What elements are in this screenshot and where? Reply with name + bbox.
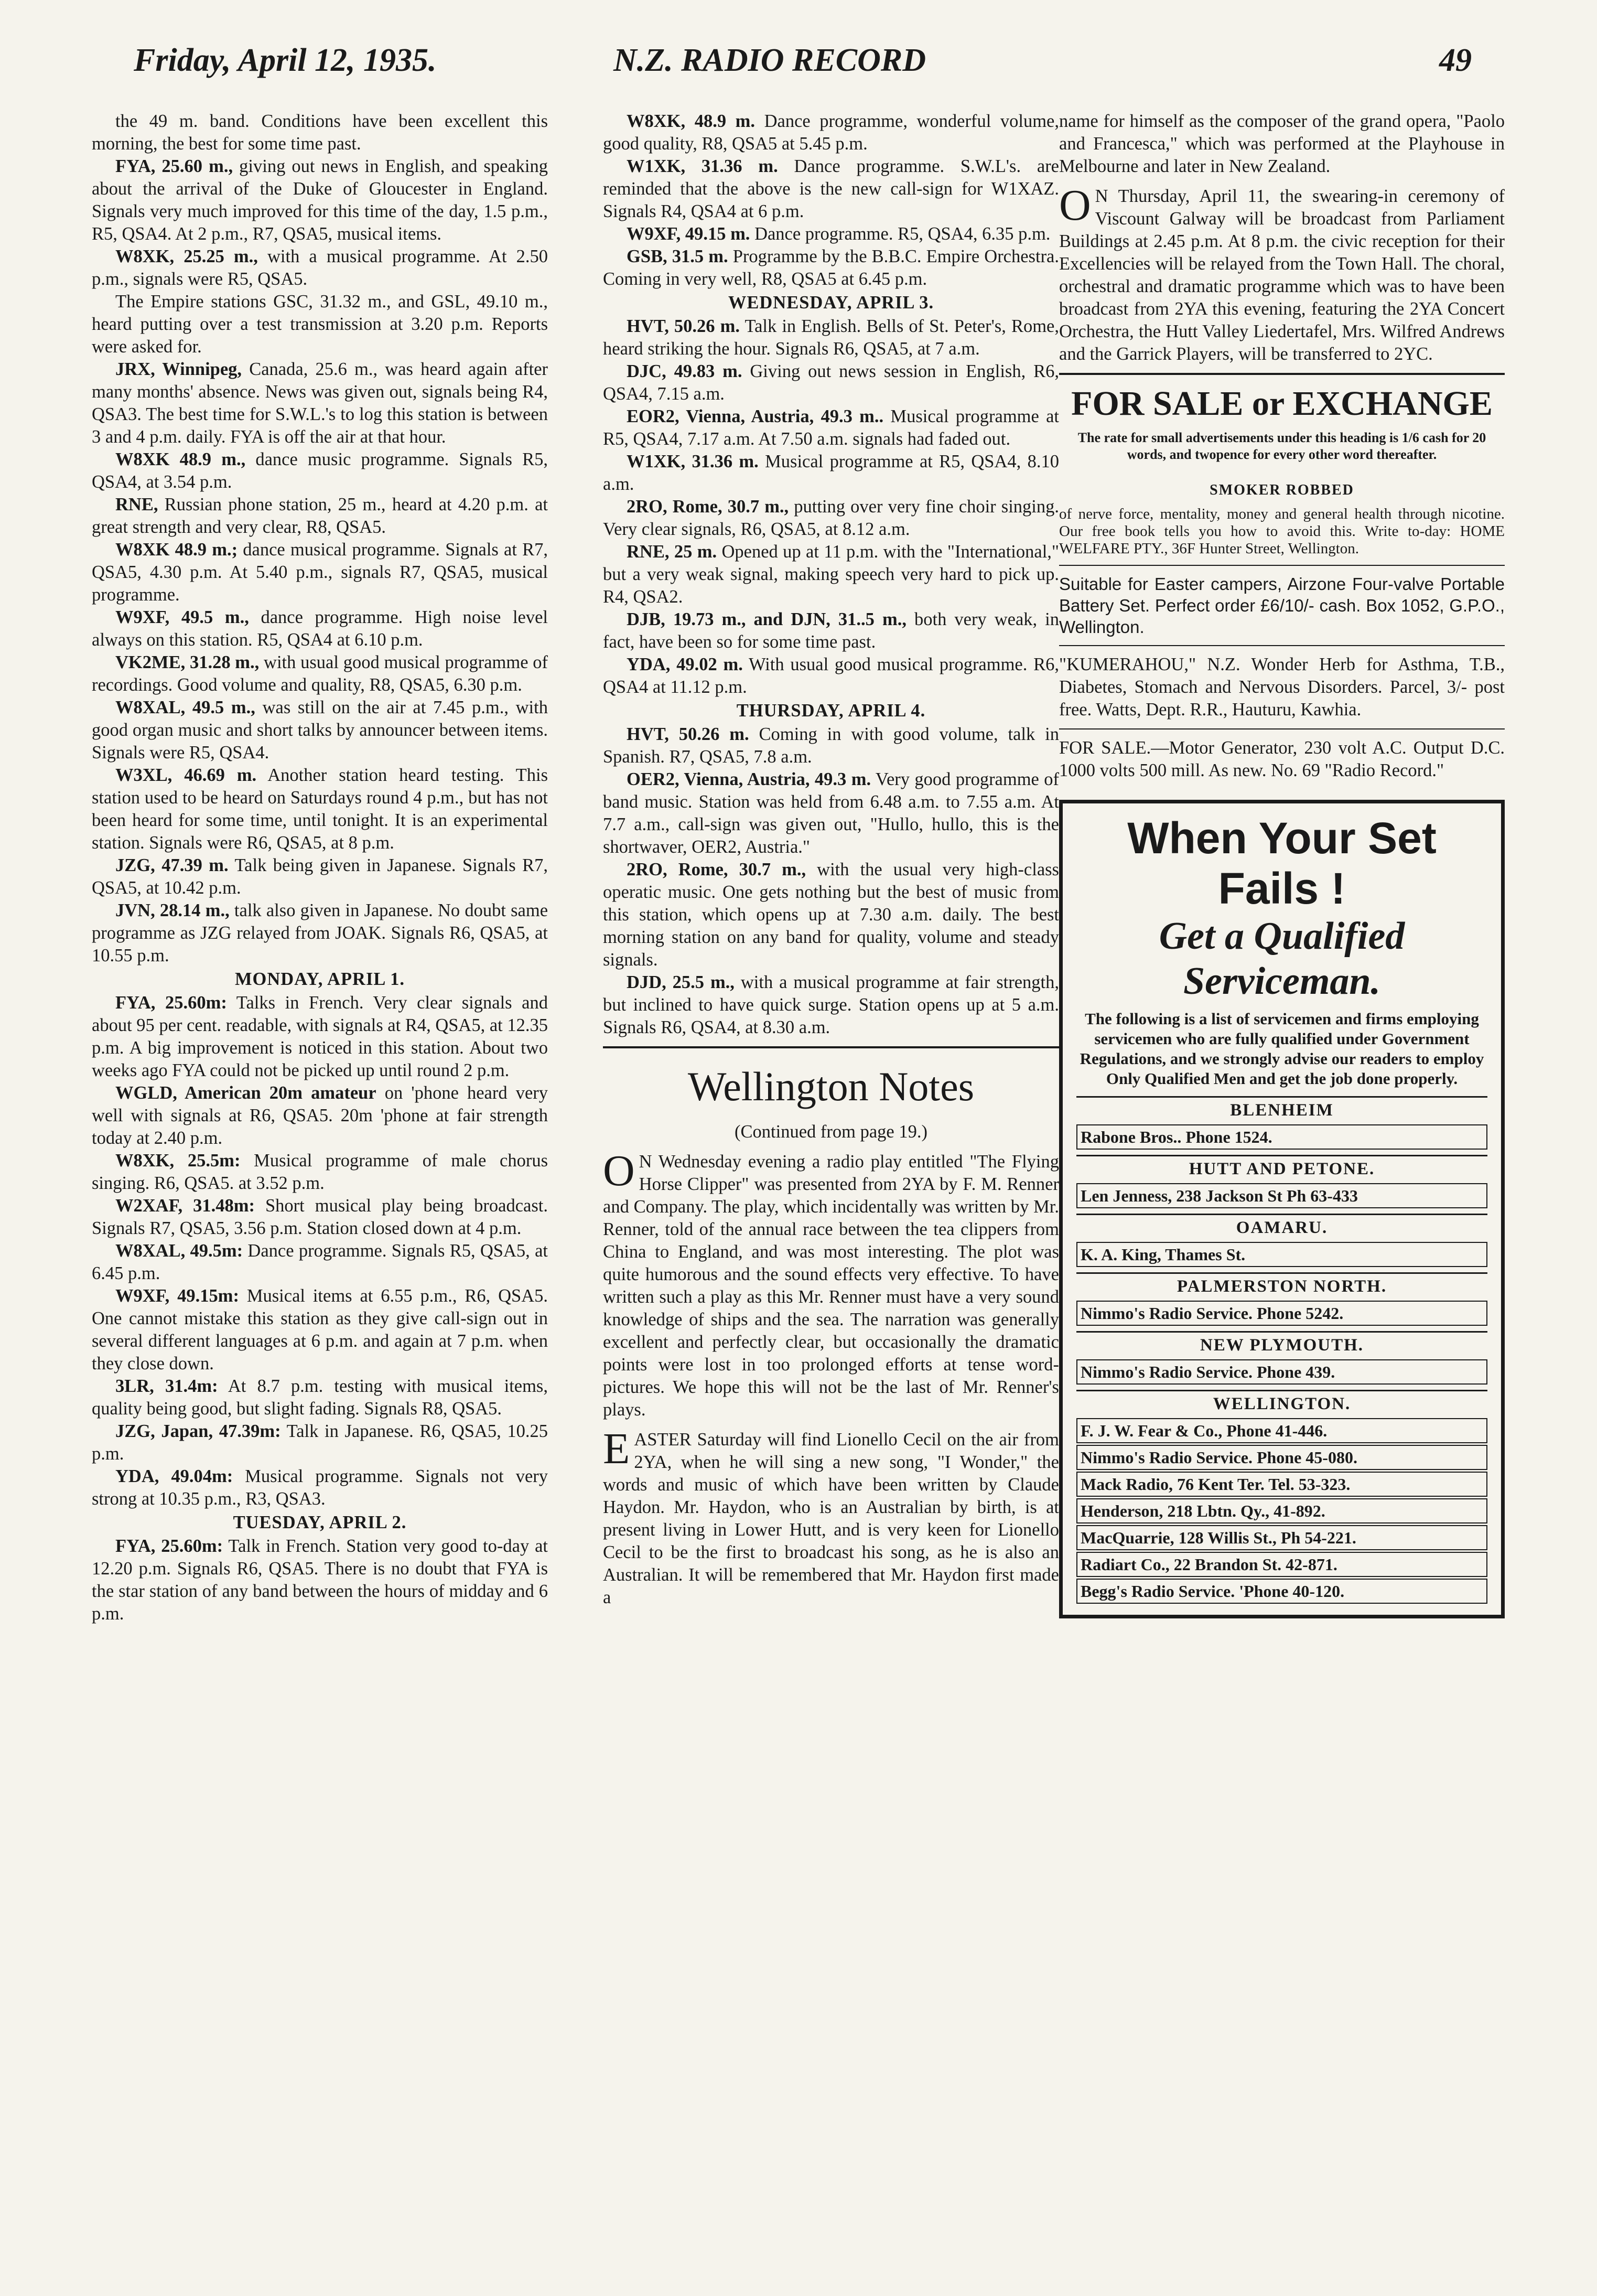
log-entry-text: The Empire stations GSC, 31.32 m., and GSL, 49.10 m., heard putting over a test transmission at 3.20 p.m. Reports were asked for. bbox=[92, 292, 548, 357]
log-entry-text: was still on the air at 7.45 p.m., with good organ music and short talks by announcer between items. Signals were R5, QSA4. bbox=[92, 698, 548, 763]
station-callsign: W8XAL, 49.5 m., bbox=[115, 698, 255, 717]
serviceman-entry: Nimmo's Radio Service. Phone 439. bbox=[1076, 1359, 1487, 1385]
log-entry bbox=[92, 1082, 548, 1150]
station-callsign: HVT, 50.26 m. bbox=[627, 316, 740, 336]
station-callsign: WGLD, American 20m amateur bbox=[115, 1083, 376, 1103]
log-entry bbox=[92, 1195, 548, 1240]
log-entry-text: Short musical play being broadcast. Signals R7, QSA5, 3.56 p.m. Station closed down at 4 p.m. bbox=[92, 1196, 548, 1238]
log-entry bbox=[603, 608, 1059, 653]
region-name: OAMARU. bbox=[1236, 1218, 1328, 1237]
log-entry-text: with usual good musical programme of recordings. Good volume and quality, R8, QSA5, 6.30 p.m. bbox=[92, 652, 548, 695]
log-entry-text: Dance programme. Signals R5, QSA5, at 6.45 p.m. bbox=[92, 1241, 548, 1283]
day-subheading: THURSDAY, APRIL 4. bbox=[736, 701, 926, 721]
station-callsign: JVN, 28.14 m., bbox=[115, 900, 230, 920]
smoker-ad-heading: SMOKER ROBBED bbox=[1210, 482, 1354, 498]
log-entry bbox=[92, 764, 548, 854]
station-callsign: W9XF, 49.15 m. bbox=[627, 224, 750, 244]
log-entry bbox=[92, 696, 548, 764]
log-entry-text: Musical programme of male chorus singing. R6, QSA5. at 3.52 p.m. bbox=[92, 1151, 548, 1193]
classified-ad-kumerahou: "KUMERAHOU," N.Z. Wonder Herb for Asthma, T.B., Diabetes, Stomach and Nervous Disorders. Parcel, 3/- post free. Watts, Dept. R.R., Hauturu, Kawhia. bbox=[1059, 655, 1505, 720]
log-entry-text: Another station heard testing. This station used to be heard on Saturdays round 4 p.m., but has not been heard for some time, until tonight. It is an experimental station. Signals were R6, QSA5, at 8 p.m. bbox=[92, 765, 548, 853]
serviceman-entry: K. A. King, Thames St. bbox=[1076, 1242, 1487, 1267]
log-entry-text: dance music programme. Signals R5, QSA4, at 3.54 p.m. bbox=[92, 449, 548, 492]
region-block bbox=[1076, 1331, 1487, 1385]
log-entry-text: both very weak, in fact, have been so for some time past. bbox=[603, 609, 1060, 652]
log-entry-text: Coming in with good volume, talk in Spanish. R7, QSA5, 7.8 a.m. bbox=[603, 724, 1059, 767]
log-entry bbox=[603, 653, 1059, 699]
divider bbox=[603, 1046, 1059, 1048]
log-entry-text: Very good programme of band music. Station was held from 6.48 a.m. to 7.55 a.m. At 7.7 a.m., call-sign was given out, "Hullo, hullo, this is the shortwaver, OER2, Austria." bbox=[603, 769, 1060, 857]
log-entry-text: the 49 m. band. Conditions have been excellent this morning, the best for some time past. bbox=[92, 111, 548, 154]
station-callsign: W3XL, 46.69 m. bbox=[115, 765, 257, 785]
log-entry bbox=[92, 992, 548, 1082]
serviceman-directory bbox=[1076, 1096, 1487, 1604]
log-entry bbox=[92, 539, 548, 606]
continued-note: (Continued from page 19.) bbox=[735, 1122, 927, 1142]
station-callsign: W8XAL, 49.5m: bbox=[115, 1241, 243, 1261]
station-callsign: JZG, Japan, 47.39m: bbox=[115, 1421, 281, 1441]
log-entry-text: Programme by the B.B.C. Empire Orchestra. Coming in very well, R8, QSA5 at 6.45 p.m. bbox=[603, 246, 1059, 289]
log-entry-text: Talks in French. Very clear signals and about 95 per cent. readable, with signals at R4, QSA5, at 12.35 p.m. A big improvement is noticed in this station. About two weeks ago FYA could not be picked up until round 2 p.m. bbox=[92, 993, 548, 1080]
divider bbox=[1059, 565, 1505, 566]
log-entry-text: with a musical programme. At 2.50 p.m., signals were R5, QSA5. bbox=[92, 246, 548, 289]
masthead-title: N.Z. RADIO RECORD bbox=[613, 42, 926, 78]
wellington-para-3: name for himself as the composer of the grand opera, "Paolo and Francesca," which was performed at the Playhouse in Melbourne and later in New Zealand. bbox=[1059, 111, 1505, 176]
log-entry-text: Talk being given in Japanese. Signals R7, QSA5, at 10.42 p.m. bbox=[92, 855, 548, 898]
region-name: PALMERSTON NORTH. bbox=[1177, 1277, 1387, 1296]
day-subheading: WEDNESDAY, APRIL 3. bbox=[728, 293, 934, 313]
log-entry bbox=[92, 493, 548, 539]
log-entry bbox=[603, 405, 1059, 450]
serviceman-entry: Nimmo's Radio Service. Phone 45-080. bbox=[1076, 1445, 1487, 1470]
station-callsign: VK2ME, 31.28 m., bbox=[115, 652, 260, 672]
log-entry-text: Musical items at 6.55 p.m., R6, QSA5. One cannot mistake this station as they give call-sign out in several different languages at 6 p.m. and again at 7 p.m. when they close down. bbox=[92, 1286, 548, 1374]
log-entry-text: putting over very fine choir singing. Very clear signals, R6, QSA5, at 8.12 a.m. bbox=[603, 497, 1059, 539]
divider bbox=[1059, 373, 1505, 375]
log-entry bbox=[603, 723, 1059, 768]
station-callsign: HVT, 50.26 m. bbox=[627, 724, 749, 744]
log-entry bbox=[603, 541, 1059, 608]
region-block bbox=[1076, 1155, 1487, 1208]
log-entry-text: Dance programme. S.W.L's. are reminded that the above is the new call-sign for W1XAZ. Signals R4, QSA4 at 6 p.m. bbox=[603, 156, 1059, 221]
log-entry bbox=[92, 606, 548, 651]
station-callsign: OER2, Vienna, Austria, 49.3 m. bbox=[627, 769, 871, 789]
serviceman-entry: F. J. W. Fear & Co., Phone 41-446. bbox=[1076, 1418, 1487, 1443]
for-sale-title: FOR SALE or EXCHANGE bbox=[1071, 384, 1493, 423]
log-entry bbox=[92, 899, 548, 967]
log-entry-text: dance musical programme. Signals at R7, QSA5, 4.30 p.m. At 5.40 p.m., signals R7, QSA5, musical programme. bbox=[92, 540, 548, 605]
log-entry bbox=[603, 360, 1059, 405]
station-callsign: GSB, 31.5 m. bbox=[627, 246, 728, 266]
station-callsign: W8XK 48.9 m.; bbox=[115, 540, 238, 560]
log-entry-text: At 8.7 p.m. testing with musical items, quality being good, but slight fading. Signals R8, QSA5. bbox=[92, 1376, 548, 1419]
serviceman-ad-box bbox=[1059, 800, 1505, 1618]
log-entry bbox=[603, 971, 1059, 1039]
log-entry-text: Musical programme at R5, QSA4, 8.10 a.m. bbox=[603, 452, 1059, 494]
divider bbox=[1059, 728, 1505, 729]
log-entry bbox=[92, 110, 548, 155]
region-block bbox=[1076, 1272, 1487, 1326]
log-entry bbox=[603, 496, 1059, 541]
station-callsign: DJC, 49.83 m. bbox=[627, 361, 742, 381]
page-header bbox=[134, 42, 1502, 89]
log-entry bbox=[603, 155, 1059, 223]
station-callsign: W8XK 48.9 m., bbox=[115, 449, 246, 469]
log-entry bbox=[603, 859, 1059, 971]
serviceman-ad-intro: The following is a list of servicemen and firms employing servicemen who are fully qualified under Government Regulations, and we strongly advise our readers to employ Only Qualified Men and get the job done properly. bbox=[1080, 1010, 1484, 1088]
log-entry-text: Musical programme at R5, QSA4, 7.17 a.m. At 7.50 a.m. signals had faded out. bbox=[603, 406, 1059, 449]
station-callsign: JRX, Winnipeg, bbox=[115, 359, 242, 379]
log-entry bbox=[92, 1150, 548, 1195]
log-entry bbox=[92, 1375, 548, 1420]
log-entry-text: Giving out news session in English, R6, QSA4, 7.15 a.m. bbox=[603, 361, 1059, 404]
day-subheading: TUESDAY, APRIL 2. bbox=[233, 1512, 407, 1532]
log-entry bbox=[92, 358, 548, 448]
log-entry bbox=[92, 155, 548, 245]
column-2 bbox=[603, 110, 1059, 1609]
log-entry-text: Russian phone station, 25 m., heard at 4.20 p.m. at great strength and very clear, R8, QSA5. bbox=[92, 495, 548, 537]
column-3 bbox=[1059, 110, 1505, 1618]
station-callsign: 2RO, Rome, 30.7 m., bbox=[627, 497, 789, 517]
log-entry bbox=[92, 448, 548, 493]
log-entry bbox=[603, 223, 1059, 245]
wellington-para-2: EASTER Saturday will find Lionello Cecil on the air from 2YA, when he will sing a new song, "I Wonder," the words and music of which have been written by Claude Haydon. Mr. Haydon, who is an Australian by birth, is at present living in Lower Hutt, and is very keen for Lionello Cecil to be the first to broadcast his song, as he is also an Australian. It will be remembered that Mr. Haydon first made a bbox=[603, 1424, 1059, 1607]
station-callsign: RNE, bbox=[115, 495, 158, 514]
log-entry bbox=[92, 1240, 548, 1285]
station-callsign: 2RO, Rome, 30.7 m., bbox=[627, 860, 806, 879]
log-entry bbox=[92, 1535, 548, 1625]
region-block bbox=[1076, 1390, 1487, 1604]
classified-ad-motor-generator: FOR SALE.—Motor Generator, 230 volt A.C. Output D.C. 1000 volts 500 mill. As new. No. 69 "Radio Record." bbox=[1059, 738, 1505, 780]
region-name: WELLINGTON. bbox=[1213, 1394, 1351, 1413]
log-entry-text: Opened up at 11 p.m. with the "International," but a very weak signal, making speech very hard to pick up. R4, QSA2. bbox=[603, 542, 1059, 607]
serviceman-ad-headline: When Your Set Fails ! bbox=[1127, 813, 1437, 913]
log-entry bbox=[603, 768, 1059, 859]
station-callsign: W8XK, 25.25 m., bbox=[115, 246, 258, 266]
station-callsign: FYA, 25.60m: bbox=[115, 1536, 223, 1556]
serviceman-entry: Len Jenness, 238 Jackson St Ph 63-433 bbox=[1076, 1183, 1487, 1208]
day-subheading: MONDAY, APRIL 1. bbox=[234, 969, 405, 989]
log-entry-text: on 'phone heard very well with signals at R6, QSA5. 20m 'phone at fair strength today at 2.40 p.m. bbox=[92, 1083, 548, 1148]
station-callsign: 3LR, 31.4m: bbox=[115, 1376, 218, 1396]
serviceman-entry: Rabone Bros.. Phone 1524. bbox=[1076, 1124, 1487, 1150]
log-entry bbox=[603, 315, 1059, 360]
column-1-shortwave-log bbox=[92, 110, 548, 1625]
log-entry bbox=[92, 1420, 548, 1465]
log-entry-text: With usual good musical programme. R6, QSA4 at 11.12 p.m. bbox=[603, 655, 1059, 697]
station-callsign: EOR2, Vienna, Austria, 49.3 m.. bbox=[627, 406, 884, 426]
log-entry-text: talk also given in Japanese. No doubt same programme as JZG relayed from JOAK. Signals R6, QSA5, at 10.55 p.m. bbox=[92, 900, 548, 965]
shortwave-log-continued bbox=[603, 110, 1059, 1039]
log-entry-text: Dance programme. R5, QSA4, 6.35 p.m. bbox=[750, 224, 1051, 244]
station-callsign: W1XK, 31.36 m. bbox=[627, 156, 778, 176]
serviceman-ad-subheadline: Get a Qualified Serviceman. bbox=[1159, 915, 1405, 1003]
region-block bbox=[1076, 1214, 1487, 1267]
serviceman-entry: Radiart Co., 22 Brandon St. 42-871. bbox=[1076, 1552, 1487, 1577]
log-entry-text: with a musical programme at fair strength, but inclined to have quick surge. Station opens up at 5 a.m. Signals R6, QSA4, at 8.30 a.m. bbox=[603, 972, 1059, 1037]
station-callsign: W1XK, 31.36 m. bbox=[627, 452, 759, 471]
log-entry bbox=[92, 245, 548, 291]
station-callsign: RNE, 25 m. bbox=[627, 542, 717, 562]
serviceman-entry: Begg's Radio Service. 'Phone 40-120. bbox=[1076, 1579, 1487, 1604]
station-callsign: W9XF, 49.5 m., bbox=[115, 607, 249, 627]
station-callsign: DJB, 19.73 m., and DJN, 31..5 m., bbox=[627, 609, 907, 629]
station-callsign: W8XK, 25.5m: bbox=[115, 1151, 241, 1171]
log-entry-text: with the usual very high-class operatic music. One gets nothing but the best of music from this station, which opens up at 7.30 a.m. daily. The best morning station on any band for quality, volume and steady signals. bbox=[603, 860, 1059, 970]
log-entry-text: Talk in French. Station very good to-day at 12.20 p.m. Signals R6, QSA5. There is no doubt that FYA is the star station of any band between the hours of midday and 6 p.m. bbox=[92, 1536, 548, 1624]
station-callsign: FYA, 25.60 m., bbox=[115, 156, 233, 176]
log-entry bbox=[603, 110, 1059, 155]
log-entry bbox=[603, 245, 1059, 291]
wellington-notes-title: Wellington Notes bbox=[687, 1064, 975, 1109]
station-callsign: YDA, 49.02 m. bbox=[627, 655, 743, 674]
station-callsign: DJD, 25.5 m., bbox=[627, 972, 735, 992]
log-entry-text: dance programme. High noise level always on this station. R5, QSA4 at 6.10 p.m. bbox=[92, 607, 548, 650]
serviceman-entry: Nimmo's Radio Service. Phone 5242. bbox=[1076, 1301, 1487, 1326]
log-entry bbox=[92, 1465, 548, 1510]
log-entry-text: Dance programme, wonderful volume, good quality, R8, QSA5 at 5.45 p.m. bbox=[603, 111, 1059, 154]
wellington-para-1: ON Wednesday evening a radio play entitled "The Flying Horse Clipper" was presented from 2YA by F. M. Renner and Company. The play, which incidentally was written by Mr. Renner, told of the annual race between the tea clippers from China to England, and was most interesting. The plot was quite humorous and the sound effects very effective. To have written such a play as this Mr. Renner must have a very sound knowledge of ships and the sea. The narration was generally excellent and perfectly clear, but occasionally the dramatic points were lost in too prolonged efforts at tense word-pictures. We hope this will not be the last of Mr. Renner's plays. bbox=[603, 1146, 1059, 1420]
smoker-ad-text: of nerve force, mentality, money and general health through nicotine. Our free book tells you how to avoid this. Write to-day: HOME WELFARE PTY., 36F Hunter Street, Wellington. bbox=[1059, 506, 1505, 557]
page-number: 49 bbox=[1439, 42, 1472, 78]
region-name: HUTT AND PETONE. bbox=[1189, 1160, 1375, 1178]
issue-date: Friday, April 12, 1935. bbox=[134, 42, 437, 78]
classified-ad-battery-set: Suitable for Easter campers, Airzone Four-valve Portable Battery Set. Perfect order £6/10/- cash. Box 1052, G.P.O., Wellington. bbox=[1059, 574, 1505, 637]
serviceman-entry: Henderson, 218 Lbtn. Qy., 41-892. bbox=[1076, 1498, 1487, 1523]
station-callsign: W2XAF, 31.48m: bbox=[115, 1196, 255, 1216]
log-entry-text: Talk in English. Bells of St. Peter's, Rome, heard striking the hour. Signals R6, QSA5, at 7 a.m. bbox=[603, 316, 1059, 359]
region-name: BLENHEIM bbox=[1230, 1101, 1334, 1120]
station-callsign: W9XF, 49.15m: bbox=[115, 1286, 239, 1306]
station-callsign: FYA, 25.60m: bbox=[115, 993, 227, 1013]
ad-rate-note: The rate for small advertisements under this heading is 1/6 cash for 20 words, and twopence for every other word thereafter. bbox=[1077, 430, 1486, 462]
log-entry-text: Canada, 25.6 m., was heard again after many months' absence. News was given out, signals being R4, QSA3. The best time for S.W.L.'s to log this station is between 3 and 4 p.m. daily. FYA is off the air at that hour. bbox=[92, 359, 548, 447]
region-block bbox=[1076, 1096, 1487, 1150]
serviceman-entry: Mack Radio, 76 Kent Ter. Tel. 53-323. bbox=[1076, 1472, 1487, 1497]
divider bbox=[1059, 645, 1505, 646]
log-entry bbox=[92, 291, 548, 358]
log-entry-text: Talk in Japanese. R6, QSA5, 10.25 p.m. bbox=[92, 1421, 548, 1464]
station-callsign: JZG, 47.39 m. bbox=[115, 855, 229, 875]
region-name: NEW PLYMOUTH. bbox=[1200, 1336, 1364, 1355]
station-callsign: W8XK, 48.9 m. bbox=[627, 111, 756, 131]
log-entry bbox=[92, 854, 548, 899]
station-callsign: YDA, 49.04m: bbox=[115, 1466, 233, 1486]
log-entry bbox=[92, 651, 548, 696]
log-entry-text: Musical programme. Signals not very strong at 10.35 p.m., R3, QSA3. bbox=[92, 1466, 548, 1509]
wellington-para-4: ON Thursday, April 11, the swearing-in ceremony of Viscount Galway will be broadcast from Parliament Buildings at 2.45 p.m. At 8 p.m. the civic reception for their Excellencies will be relayed from the Town Hall. The choral, orchestral and dramatic programme which was to have been broadcast from 2YA this evening, featuring the 2YA Concert Orchestra, the Hutt Valley Liedertafel, Mrs. Wilfred Andrews and the Garrick Players, will be transferred to 2YC. bbox=[1059, 181, 1505, 364]
serviceman-entry: MacQuarrie, 128 Willis St., Ph 54-221. bbox=[1076, 1525, 1487, 1550]
log-entry bbox=[92, 1285, 548, 1375]
log-entry bbox=[603, 450, 1059, 496]
log-entry-text: giving out news in English, and speaking about the arrival of the Duke of Gloucester in England. Signals very much improved for this time of the day, 1.5 p.m., R5, QSA4. At 2 p.m., R7, QSA5, musical items. bbox=[92, 156, 548, 244]
